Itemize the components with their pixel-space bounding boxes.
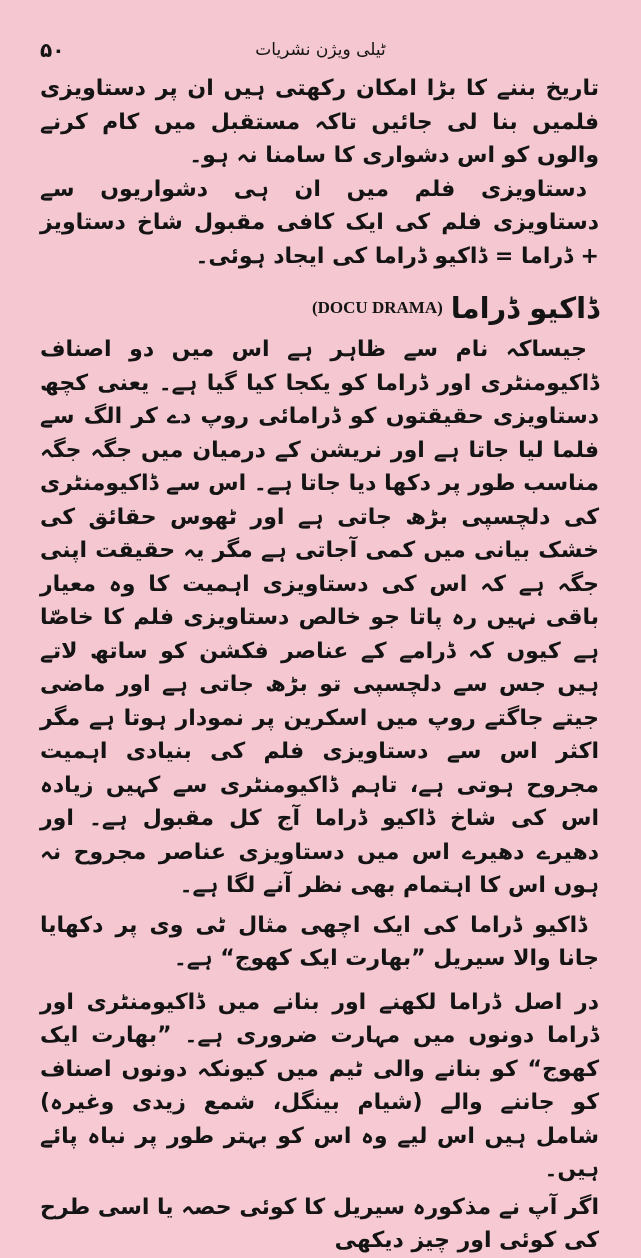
section-heading-urdu: ڈاکیو ڈراما <box>450 291 599 325</box>
page-number: ۵۰ <box>40 38 65 62</box>
running-title: ٹیلی ویژن نشریات <box>255 40 386 60</box>
paragraph-body-1: جیساکہ نام سے ظاہر ہے اس میں دو اصناف ڈاکیومنٹری اور ڈراما کو یکجا کیا گیا ہے۔ یعنی کچھ دستاویزی حقیقتوں کو ڈرامائی روپ دے کر الگ سے فلما لیا جاتا ہے اور نریشن کے درمیان میں جگہ جگہ مناسب طور پر دکھا دیا جاتا ہے۔ اس سے ڈاکیومنٹری کی دلچسپی بڑھ جاتی ہے اور ٹھوس حقائق کی خشک بیانی میں کمی آجاتی ہے مگر یہ حقیقت اپنی جگہ ہے کہ اس کی دستاویزی اہمیت کا وہ معیار باقی نہیں رہ پاتا جو خالص دستاویزی فلم کا خاصّا ہے کیوں کہ ڈرامے کے عناصر فکشن کو ساتھ لاتے ہیں جس سے دلچسپی تو بڑھ جاتی ہے اور ماضی جیتے جاگتے روپ میں اسکرین پر نمودار ہوتا ہے مگر اکثر اس سے دستاویزی فلم کی بنیادی اہمیت مجروح ہوتی ہے، تاہم ڈاکیومنٹری سے کہیں زیادہ اس کی شاخ ڈاکیو ڈراما آج کل مقبول ہے۔ اور دھیرے دھیرے اس میں دستاویزی عناصر مجروح نہ ہوں اس کا اہتمام بھی نظر آنے لگا ہے۔ <box>40 337 599 898</box>
paragraph-last: اگر آپ نے مذکورہ سیریل کا کوئی حصہ یا اسی طرح کی کوئی اور چیز دیکھی <box>40 1194 599 1253</box>
section-heading <box>40 291 599 325</box>
page-header <box>40 38 601 68</box>
paragraph-body-3: در اصل ڈراما لکھنے اور بنانے میں ڈاکیومنٹری اور ڈراما دونوں میں مہارت ضروری ہے۔ ”بھارت ایک کھوج“ کو بنانے والی ٹیم میں کیونکہ دونوں اصناف کو جاننے والے (شیام بینگل، شمع زیدی وغیرہ) شامل ہیں اس لیے وہ اس کو بہتر طور پر نباہ پائے ہیں۔ <box>40 989 599 1182</box>
paragraph-body-2: ڈاکیو ڈراما کی ایک اچھی مثال ٹی وی پر دکھایا جانا والا سیریل ”بھارت ایک کھوج“ ہے۔ <box>40 912 599 971</box>
section-heading-english: (DOCU DRAMA) <box>311 298 443 317</box>
paragraph-intro-1: تاریخ بننے کا بڑا امکان رکھتی ہیں ان پر دستاویزی فلمیں بنا لی جائیں تاکہ مستقبل میں کام کرنے والوں کو اس دشواری کا سامنا نہ ہو۔ <box>40 76 599 168</box>
paragraph-intro-2: دستاویزی فلم میں ان ہی دشواریوں سے دستاویزی فلم کی ایک کافی مقبول شاخ دستاویز + ڈراما = ڈاکیو ڈراما کی ایجاد ہوئی۔ <box>40 176 599 269</box>
